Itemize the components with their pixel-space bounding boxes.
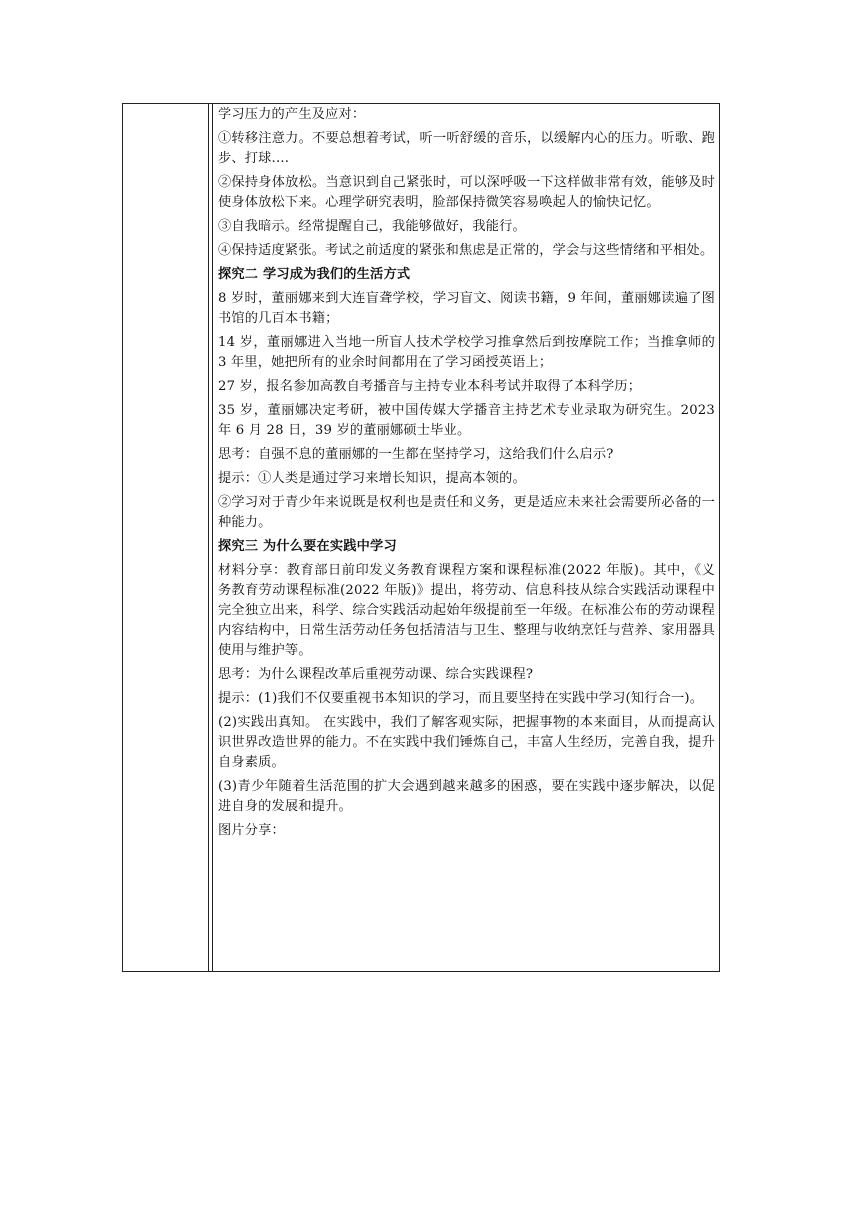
paragraph-age-27: 27 岁，报名参加高教自考播音与主持专业本科考试并取得了本科学历； — [218, 379, 642, 394]
paragraph-stress-tip-3: ③自我暗示。经常提醒自己，我能够做好，我能行。 — [218, 219, 526, 234]
paragraph-age-8: 8 岁时，董丽娜来到大连盲聋学校，学习盲文、阅读书籍，9 年间，董丽娜读遍了图书馆的几百本书籍； — [218, 291, 715, 326]
table-narrow-column — [209, 104, 213, 971]
lesson-table — [122, 103, 720, 972]
paragraph-hint-3a: 提示：(1)我们不仅要重视书本知识的学习，而且要坚持在实践中学习(知行合一)。 — [218, 691, 704, 706]
paragraph-age-14: 14 岁，董丽娜进入当地一所盲人技术学校学习推拿然后到按摩院工作；当推拿师的 3 年里，她把所有的业余时间都用在了学习函授英语上； — [218, 335, 715, 370]
paragraph-stress-tip-1: ①转移注意力。不要总想着考试，听一听舒缓的音乐，以缓解内心的压力。听歌、跑步、打球.... — [218, 131, 715, 166]
paragraph-hint-2b: ②学习对于青少年来说既是权利也是责任和义务，更是适应未来社会需要所必备的一种能力。 — [218, 495, 715, 530]
paragraph-material-share: 材料分享：教育部日前印发义务教育课程方案和课程标准(2022 年版)。其中，《义务教育劳动课程标准(2022 年版)》提出，将劳动、信息科技从综合实践活动课程中完全独立出来，科学、综合实践活动起始年级提前至一年级。在标准公布的劳动课程内容结构中，日常生活劳动任务包括清洁与卫生、整理与收纳烹饪与营养、家用器具使用与维护等。 — [218, 563, 715, 658]
paragraph-age-35: 35 岁，董丽娜决定考研，被中国传媒大学播音主持艺术专业录取为研究生。2023 年 6 月 28 日，39 岁的董丽娜硕士毕业。 — [218, 403, 715, 438]
section-heading-explore-3: 探究三 为什么要在实践中学习 — [218, 539, 397, 554]
paragraph-picture-share: 图片分享： — [218, 823, 285, 838]
paragraph-hint-2a: 提示：①人类是通过学习来增长知识，提高本领的。 — [218, 471, 526, 486]
section-heading-explore-2: 探究二 学习成为我们的生活方式 — [218, 267, 411, 282]
paragraph-stress-tip-2: ②保持身体放松。当意识到自己紧张时，可以深呼吸一下这样做非常有效，能够及时使身体放松下来。心理学研究表明，脸部保持微笑容易唤起人的愉快记忆。 — [218, 175, 715, 210]
paragraph-think-3: 思考：为什么课程改革后重视劳动课、综合实践课程? — [218, 667, 534, 682]
paragraph-hint-3c: (3)青少年随着生活范围的扩大会遇到越来越多的困惑，要在实践中逐步解决，以促进自身的发展和提升。 — [218, 779, 715, 814]
paragraph-stress-tip-4: ④保持适度紧张。考试之前适度的紧张和焦虑是正常的，学会与这些情绪和平相处。 — [218, 243, 714, 258]
paragraph-think-2: 思考：自强不息的董丽娜的一生都在坚持学习，这给我们什么启示? — [218, 447, 614, 462]
table-left-column — [123, 104, 209, 971]
table-content-cell — [218, 105, 715, 845]
paragraph-stress-title: 学习压力的产生及应对： — [218, 107, 366, 122]
paragraph-hint-3b: (2)实践出真知。 在实践中，我们了解客观实际，把握事物的本来面目，从而提高认识世界改造世界的能力。不在实践中我们锤炼自己，丰富人生经历，完善自我，提升自身素质。 — [218, 715, 715, 770]
